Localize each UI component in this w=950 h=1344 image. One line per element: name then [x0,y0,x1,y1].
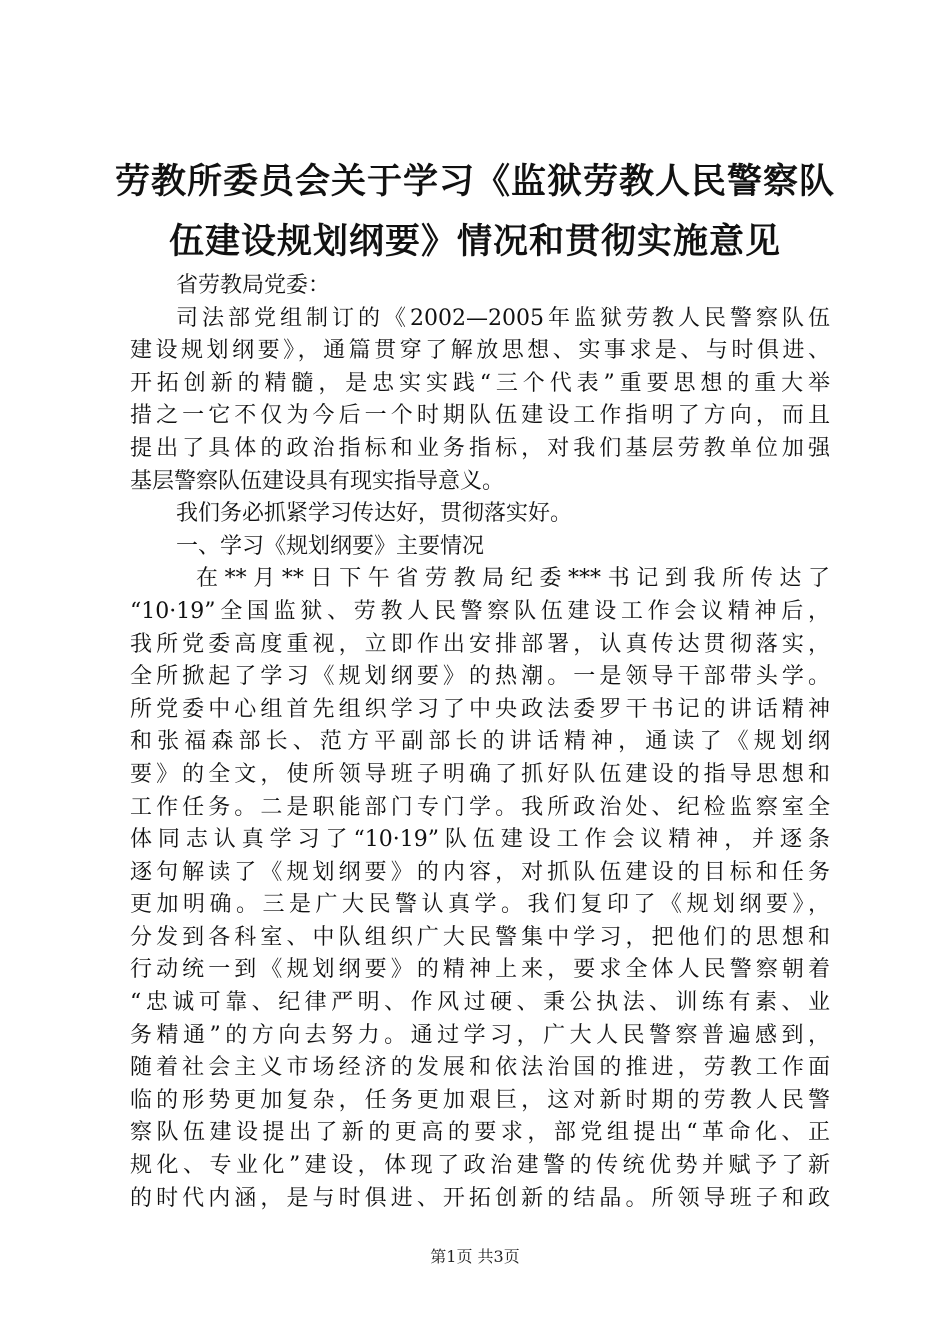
text-line: 逐句解读了《规划纲要》的内容，对抓队伍建设的目标和任务 [130,859,830,885]
text-line: 开拓创新的精髓，是忠实实践“三个代表”重要思想的重大举 [130,370,830,396]
text-line: 行动统一到《规划纲要》的精神上来，要求全体人民警察朝着 [130,957,830,983]
text-line: 工作任务。二是职能部门专门学。我所政治处、纪检监察室全 [130,794,830,820]
page-footer: 第1页 共3页 [430,1247,520,1266]
text-line: 建设规划纲要》，通篇贯穿了解放思想、实事求是、与时俱进、 [130,338,830,364]
section-heading: 一、学习《规划纲要》主要情况 [176,533,485,559]
text-line: 要》的全文，使所领导班子明确了抓好队伍建设的指导思想和 [130,761,830,787]
text-line: 务精通”的方向去努力。通过学习，广大人民警察普遍感到， [130,1022,830,1048]
document-title-line-2: 伍建设规划纲要》情况和贯彻实施意见 [168,222,781,262]
text-line: 规化、专业化”建设，体现了政治建警的传统优势并赋予了新 [130,1153,830,1179]
text-line: 措之一它不仅为今后一个时期队伍建设工作指明了方向，而且 [130,403,830,429]
text-line: 基层警察队伍建设具有现实指导意义。 [130,468,505,494]
text-line: 在**月**日下午省劳教局纪委***书记到我所传达了 [196,566,830,592]
text-line: 司法部党组制订的《2002—2005年监狱劳教人民警察队伍 [176,305,830,331]
text-line: 更加明确。三是广大民警认真学。我们复印了《规划纲要》， [130,892,830,918]
text-line: 我所党委高度重视，立即作出安排部署，认真传达贯彻落实， [130,631,830,657]
text-line: 察队伍建设提出了新的更高的要求，部党组提出“革命化、正 [130,1120,830,1146]
text-line: 随着社会主义市场经济的发展和依法治国的推进，劳教工作面 [130,1055,830,1081]
text-line: 全所掀起了学习《规划纲要》的热潮。一是领导干部带头学。 [130,664,830,690]
text-line: 提出了具体的政治指标和业务指标，对我们基层劳教单位加强 [130,435,830,461]
text-line: “10·19”全国监狱、劳教人民警察队伍建设工作会议精神后， [130,598,830,624]
document-body [130,270,830,1215]
text-line: 和张福森部长、范方平副部长的讲话精神，通读了《规划纲 [130,729,830,755]
text-line: “忠诚可靠、纪律严明、作风过硬、秉公执法、训练有素、业 [130,990,830,1016]
text-line: 体同志认真学习了“10·19”队伍建设工作会议精神，并逐条 [130,827,830,853]
text-line: 我们务必抓紧学习传达好，贯彻落实好。 [176,501,573,527]
text-line: 临的形势更加复杂，任务更加艰巨，这对新时期的劳教人民警 [130,1087,830,1113]
salutation-line: 省劳教局党委： [176,273,331,298]
text-line: 的时代内涵，是与时俱进、开拓创新的结晶。所领导班子和政 [130,1185,830,1211]
text-line: 分发到各科室、中队组织广大民警集中学习，把他们的思想和 [130,924,830,950]
document-title-line-1: 劳教所委员会关于学习《监狱劳教人民警察队 [114,162,835,202]
text-line: 所党委中心组首先组织学习了中央政法委罗干书记的讲话精神 [130,696,830,722]
